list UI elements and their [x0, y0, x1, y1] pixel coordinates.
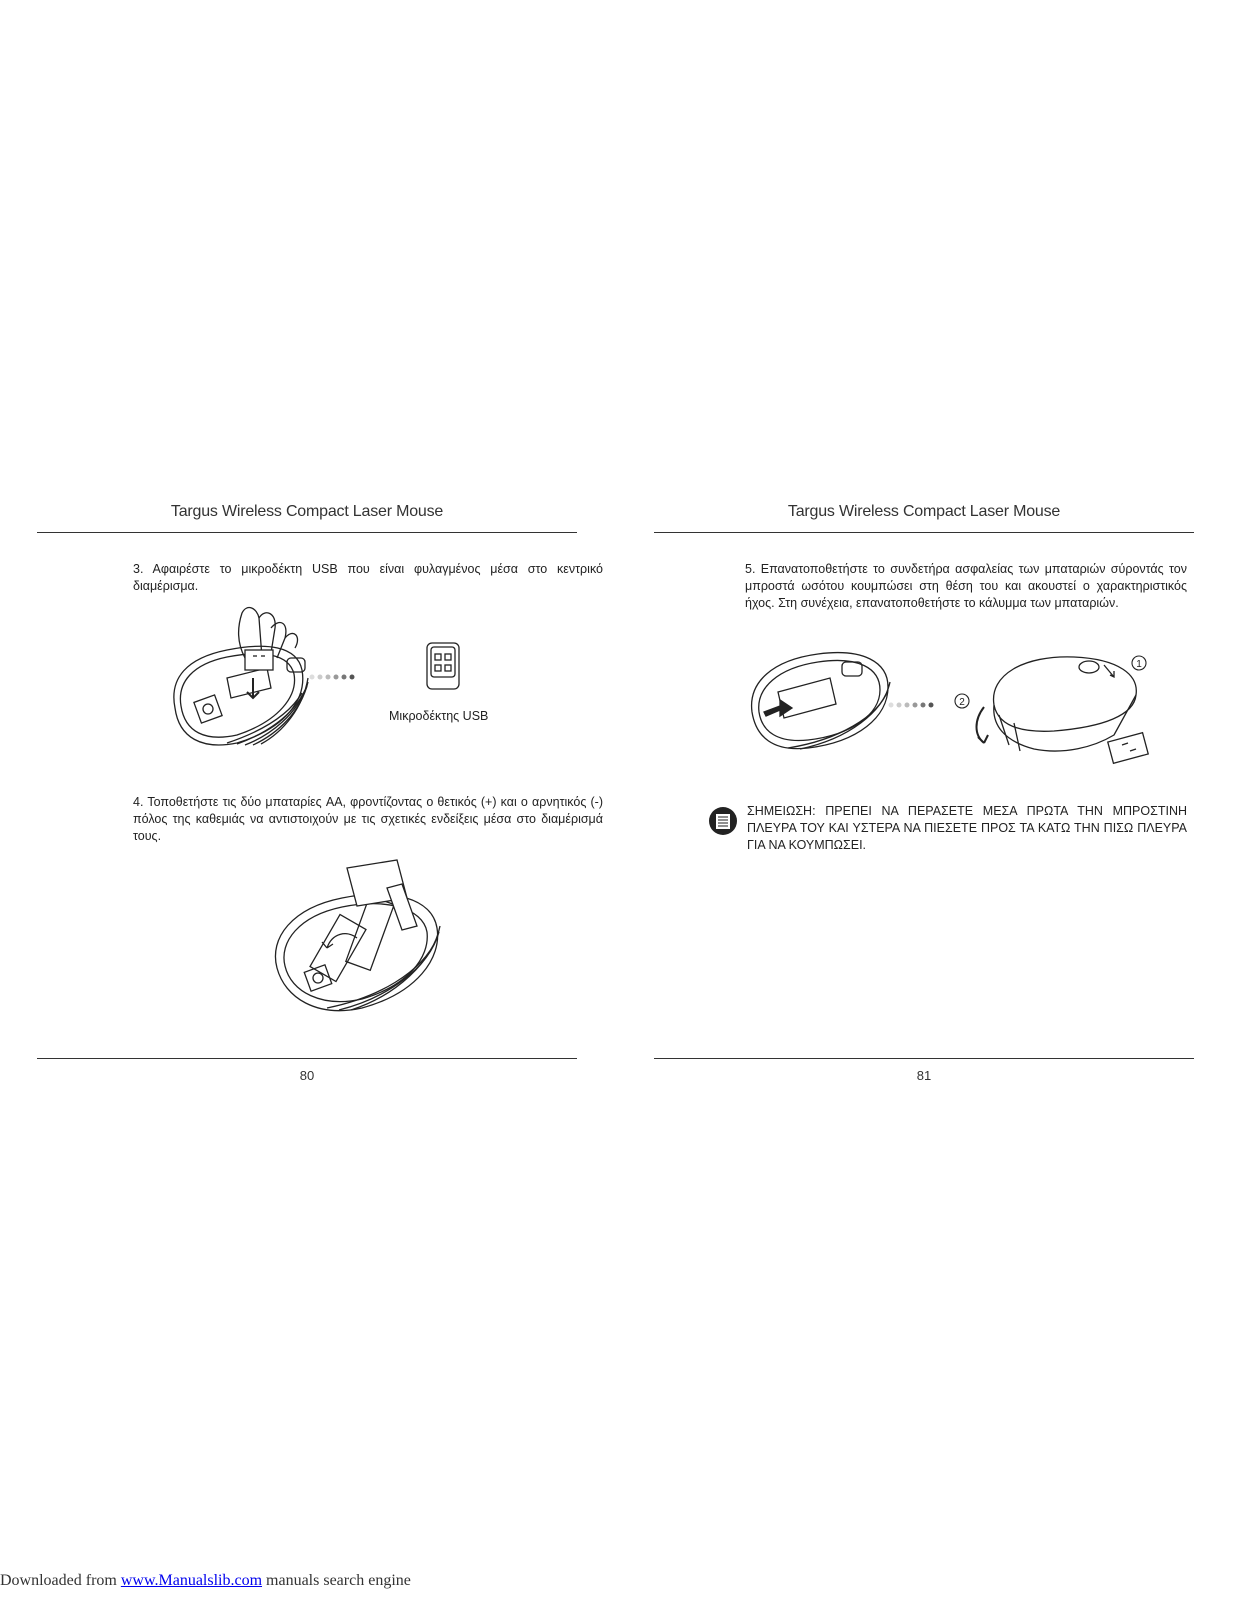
- mouse-cover-illustration: [954, 645, 1194, 775]
- callout-1: [1132, 656, 1146, 670]
- callout-2: [955, 694, 969, 708]
- step-3-label: 3. Αφαιρέστε το μικροδέκτη USB που είναι φυλαγμένος μέσα στο κεντρικό διαμέρισμα.: [133, 562, 603, 593]
- note-text: ΣΗΜΕΙΩΣΗ: ΠΡΕΠΕΙ ΝΑ ΠΕΡΑΣΕΤΕ ΜΕΣΑ ΠΡΩΤΑ ΤΗΝ ΜΠΡΟΣΤΙΝΗ ΠΛΕΥΡΑ ΤΟΥ ΚΑΙ ΥΣΤΕΡΑ ΝΑ ΠΙΕΣΕΤΕ ΠΡΟΣ ΤΑ ΚΑΤΩ ΤΗΝ ΠΙΣΩ ΠΛΕΥΡΑ ΓΙΑ ΝΑ ΚΟΥΜΠΩΣΕΙ.: [747, 804, 1187, 852]
- step-5-text: [745, 561, 1187, 612]
- connector-dots: [886, 700, 936, 710]
- footer-rule: [37, 1058, 577, 1059]
- left-page: [37, 0, 603, 1100]
- right-page: [654, 0, 1194, 1100]
- step-4-label: 4. Τοποθετήστε τις δύο μπαταρίες AA, φροντίζοντας ο θετικός (+) και ο αρνητικός (-) πόλος της καθεμιάς να αντιστοιχούν με τις σχετικές ενδείξεις μέσα στο διαμέρισμά τους.: [133, 795, 603, 843]
- header-rule: [37, 532, 577, 533]
- svg-text:1: 1: [1136, 659, 1142, 670]
- page-header: Targus Wireless Compact Laser Mouse: [787, 503, 1061, 520]
- download-footer: [0, 1572, 411, 1590]
- step-4-text: [133, 794, 603, 845]
- header-rule: [654, 532, 1194, 533]
- battery-insert-illustration: [267, 858, 442, 1018]
- receiver-caption: Μικροδέκτης USB: [389, 709, 489, 723]
- mouse-clip-illustration: [748, 642, 890, 752]
- manualslib-link[interactable]: www.Manualslib.com: [120, 1572, 263, 1589]
- step-5-label: 5. Επανατοποθετήστε το συνδετήρα ασφαλείας των μπαταριών σύροντάς τον μπροστά ωσότου κουμπώσει στη θέση του και ακουστεί ο χαρακτηριστικός ήχος. Στη συνέχεια, επανατοποθετήστε το κάλυμμα των μπαταριών.: [745, 562, 1187, 610]
- connector-dots: [307, 672, 357, 682]
- step-3-text: [133, 561, 603, 595]
- page-number: 80: [299, 1068, 315, 1083]
- note-pad-icon: [708, 806, 738, 836]
- footer-rule: [654, 1058, 1194, 1059]
- usb-receiver-icon: [425, 641, 461, 691]
- footer-suffix: manuals search engine: [262, 1572, 411, 1589]
- page-header: Targus Wireless Compact Laser Mouse: [170, 503, 444, 520]
- svg-text:2: 2: [959, 697, 965, 708]
- page-number: 81: [916, 1068, 932, 1083]
- footer-prefix: Downloaded from: [0, 1572, 121, 1589]
